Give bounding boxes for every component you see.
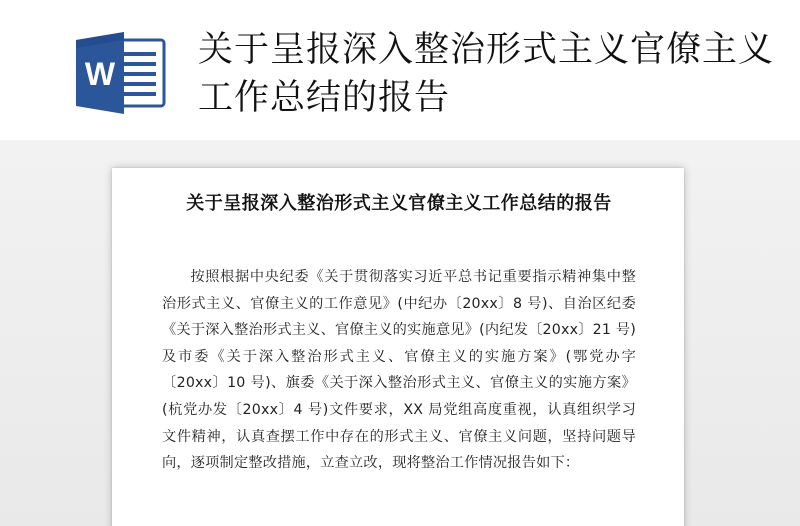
word-document-icon bbox=[74, 30, 166, 116]
document-title: 关于呈报深入整治形式主义官僚主义工作总结的报告 bbox=[186, 193, 612, 214]
document-page bbox=[112, 168, 684, 526]
document-body-paragraph: 按照根据中央纪委《关于贯彻落实习近平总书记重要指示精神集中整治形式主义、官僚主义的工作意见》(中纪办〔20xx〕8 号)、自治区纪委《关于深入整治形式主义、官僚主义的实施意见》(内纪发〔20xx〕21 号)及市委《关于深入整治形式主义、官僚主义的实施方案》(鄂党办字〔20xx〕10 号)、旗委《关于深入整治形式主义、官僚主义的实施方案》(杭党办发〔20xx〕4 号)文件要求，XX 局党组高度重视，认真组织学习文件精神，认真查摆工作中存在的形式主义、官僚主义问题，坚持问题导向，逐项制定整改措施，立查立改，现将整治工作情况报告如下： bbox=[162, 269, 636, 472]
page-title: 关于呈报深入整治形式主义官僚主义工作总结的报告 bbox=[198, 30, 775, 118]
svg-text:W: W bbox=[84, 56, 116, 92]
header bbox=[0, 0, 800, 140]
